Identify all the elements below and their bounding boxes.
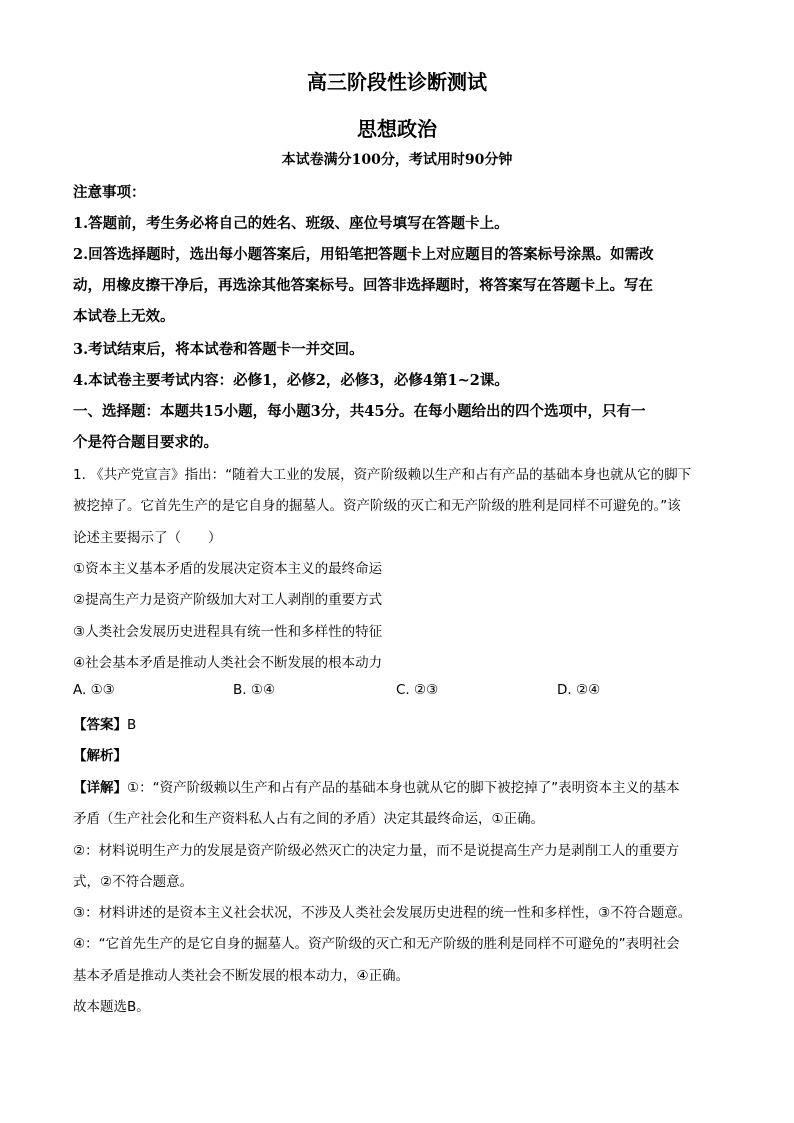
notice-item-4: 4.本试卷主要考试内容：必修1，必修2，必修3，必修4第1~2课。 bbox=[73, 372, 509, 389]
detail-line-2: 矛盾（生产社会化和生产资料私人占有之间的矛盾）决定其最终命运，①正确。 bbox=[73, 811, 545, 827]
notice-item-2-line-3: 本试卷上无效。 bbox=[73, 308, 175, 325]
answer-value: B bbox=[127, 717, 137, 733]
option-b: B. ①④ bbox=[233, 682, 276, 698]
option-d: D. ②④ bbox=[557, 682, 601, 698]
detail-line-8: 故本题选B。 bbox=[73, 999, 150, 1015]
question-1-stem-line-3: 论述主要揭示了（ ） bbox=[73, 530, 222, 546]
notice-item-2-line-2: 动，用橡皮擦干净后，再选涂其他答案标号。回答非选择题时，将答案写在答题卡上。写在 bbox=[73, 277, 653, 294]
question-1-stem-line-2: 被挖掉了。它首先生产的是它自身的掘墓人。资产阶级的灭亡和无产阶级的胜利是同样不可避免的。”该 bbox=[73, 498, 681, 514]
section-heading-line-1: 一、选择题：本题共15小题，每小题3分，共45分。在每小题给出的四个选项中，只有一 bbox=[73, 403, 646, 420]
detail-line-3: ②：材料说明生产力的发展是资产阶级必然灭亡的决定力量，而不是说提高生产力是剥削工人的重要方 bbox=[73, 843, 680, 859]
statement-4: ④社会基本矛盾是推动人类社会不断发展的根本动力 bbox=[73, 655, 383, 671]
detail-line-7: 基本矛盾是推动人类社会不断发展的根本动力，④正确。 bbox=[73, 968, 410, 984]
option-c: C. ②③ bbox=[396, 682, 439, 698]
detail-line-1 bbox=[73, 776, 680, 796]
statement-3: ③人类社会发展历史进程具有统一性和多样性的特征 bbox=[73, 624, 383, 640]
exam-info: 本试卷满分100分，考试用时90分钟 bbox=[281, 152, 513, 168]
analysis-tag: 【解析】 bbox=[73, 748, 127, 764]
detail-text-1: ①：“资产阶级赖以生产和占有产品的基础本身也就从它的脚下被挖掉了”表明资本主义的基本 bbox=[127, 780, 680, 796]
notice-item-3: 3.考试结束后，将本试卷和答题卡一并交回。 bbox=[73, 341, 364, 358]
answer-line bbox=[73, 713, 136, 733]
section-heading-line-2: 个是符合题目要求的。 bbox=[73, 434, 218, 451]
notice-heading: 注意事项： bbox=[73, 184, 146, 201]
question-1-stem-line-1: 1. 《共产党宣言》指出：“随着大工业的发展，资产阶级赖以生产和占有产品的基础本身也就从它的脚下 bbox=[73, 467, 692, 483]
detail-line-5: ③：材料讲述的是资本主义社会状况，不涉及人类社会发展历史进程的统一性和多样性，③不符合题意。 bbox=[73, 905, 692, 921]
notice-item-2-line-1: 2.回答选择题时，选出每小题答案后，用铅笔把答题卡上对应题目的答案标号涂黑。如需改 bbox=[73, 246, 654, 263]
notice-item-1: 1.答题前，考生务必将自己的姓名、班级、座位号填写在答题卡上。 bbox=[73, 215, 509, 232]
statement-2: ②提高生产力是资产阶级加大对工人剥削的重要方式 bbox=[73, 592, 383, 608]
detail-line-6: ④：“它首先生产的是它自身的掘墓人。资产阶级的灭亡和无产阶级的胜利是同样不可避免的”表明社会 bbox=[73, 936, 680, 952]
detail-line-4: 式，②不符合题意。 bbox=[73, 874, 194, 890]
subject-title: 思想政治 bbox=[357, 117, 437, 141]
answer-tag: 【答案】 bbox=[73, 717, 127, 733]
exam-title: 高三阶段性诊断测试 bbox=[307, 70, 487, 94]
detail-tag: 【详解】 bbox=[73, 780, 127, 796]
option-a: A. ①③ bbox=[73, 682, 115, 698]
statement-1: ①资本主义基本矛盾的发展决定资本主义的最终命运 bbox=[73, 561, 383, 577]
